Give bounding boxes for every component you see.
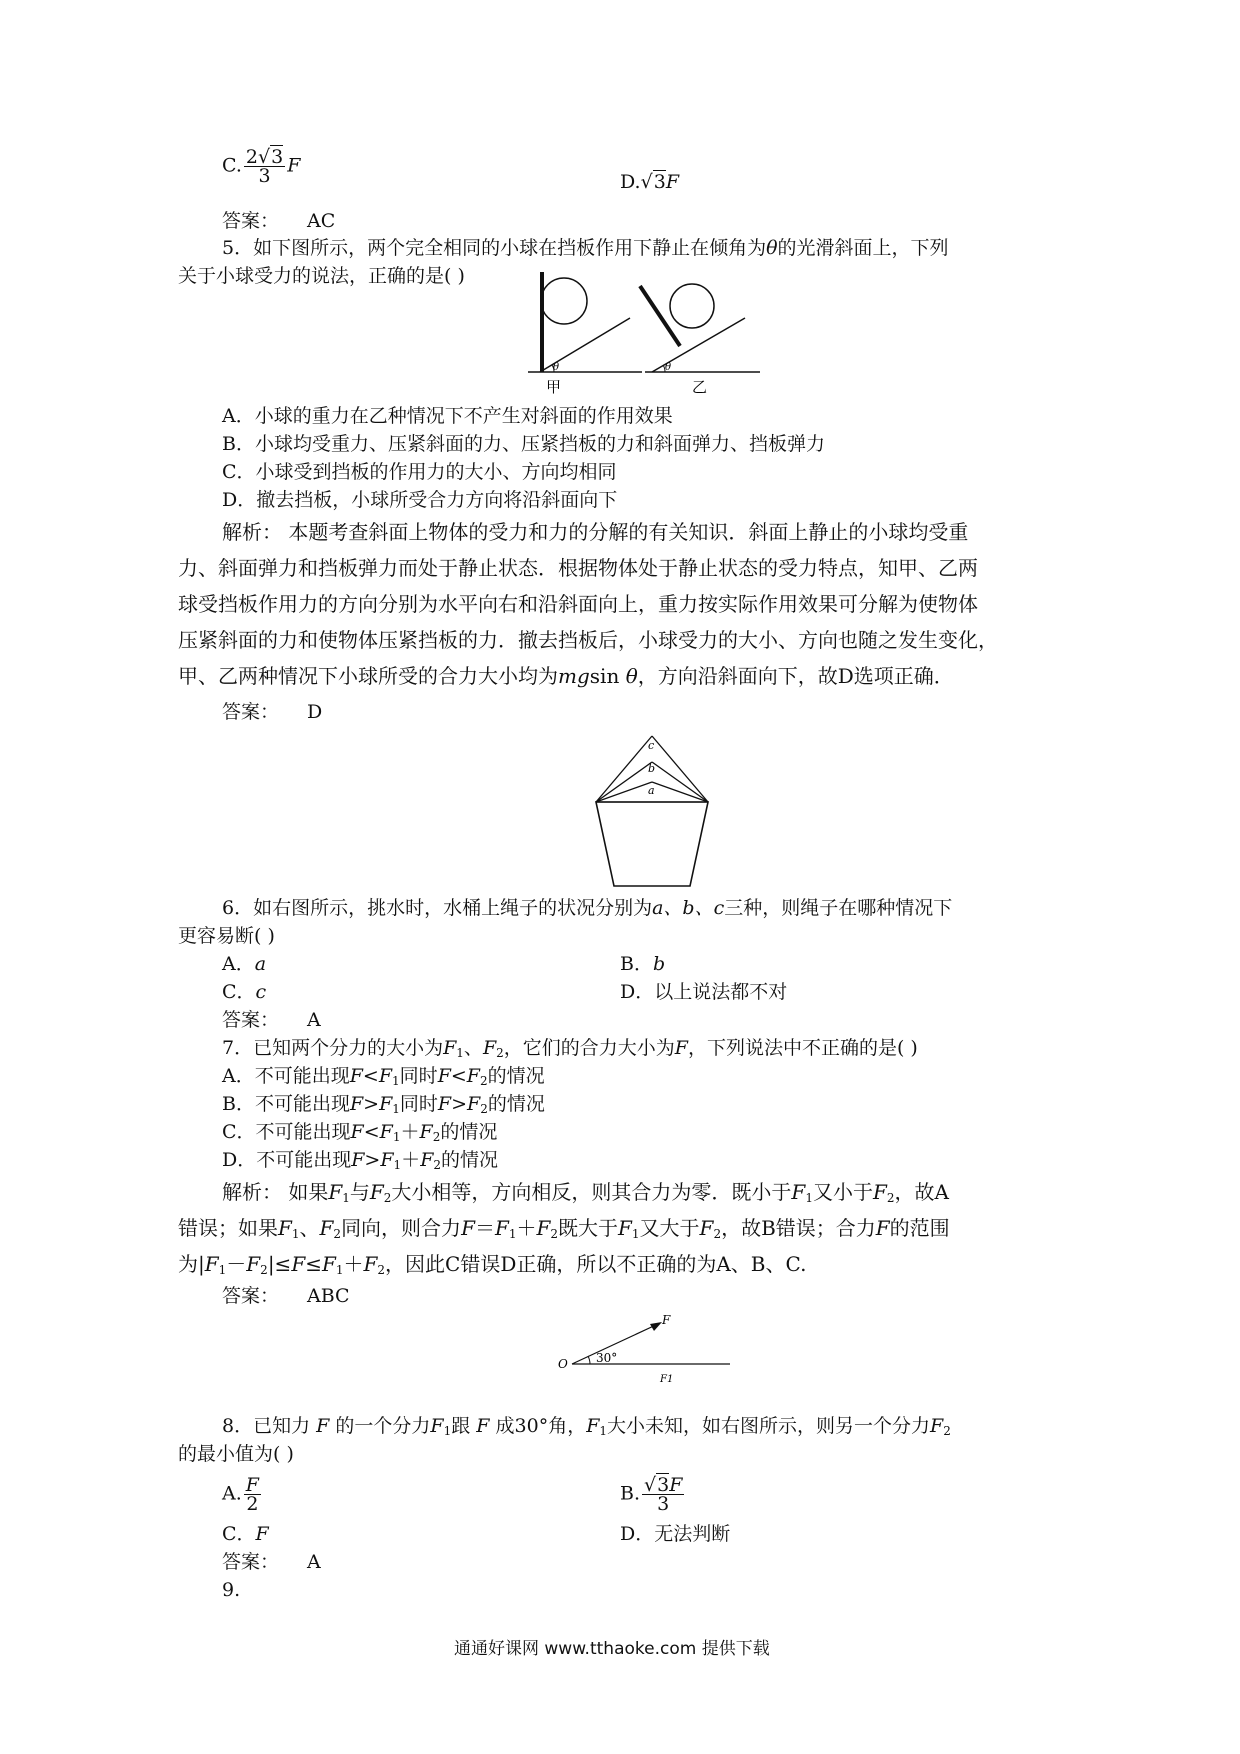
- text: B．不可能出现: [222, 1093, 350, 1115]
- q5-figure: [520, 268, 770, 396]
- q5-answer: [222, 700, 322, 724]
- text: 5．如下图所示，两个完全相同的小球在挡板作用下静止在倾角为: [222, 237, 767, 259]
- text: 7．已知两个分力的大小为: [222, 1037, 444, 1059]
- text: 与: [349, 1180, 370, 1204]
- answer-label: 答案：: [222, 1551, 280, 1573]
- q4-answer: [222, 209, 335, 233]
- answer-label: 答案：: [222, 210, 280, 232]
- text: 的范围: [889, 1216, 950, 1240]
- text: |≤: [267, 1252, 292, 1276]
- q7-option-c: C．不可能出现$F<F_1+F_2$的情况: [222, 1121, 498, 1144]
- fraction: $\frac{√3F}{3}$: [644, 1474, 683, 1515]
- label-F: F: [662, 1314, 671, 1327]
- option-value: a: [254, 953, 267, 975]
- denominator: 3: [258, 165, 271, 187]
- q4-option-c: [222, 148, 300, 185]
- option-prefix: A．: [222, 953, 255, 975]
- text: ，下列说法中不正确的是( ): [687, 1037, 918, 1059]
- q7-analysis-line-3: 为$|F_1-F_2|\le F\le F_1+F_2$，因此C错误D正确，所以不正确的为A、B、C.: [178, 1252, 807, 1277]
- variable: F: [665, 171, 679, 193]
- q4-option-d: D.√3F: [620, 171, 679, 193]
- label-yi: 乙: [692, 378, 708, 396]
- q5-option-c: C．小球受到挡板的作用力的大小、方向均相同: [222, 461, 617, 483]
- text: A．不可能出现: [222, 1065, 350, 1087]
- text: 的情况: [441, 1149, 499, 1171]
- theta-label-b: θ: [665, 362, 672, 373]
- option-prefix: C．: [222, 981, 256, 1003]
- label-a: a: [648, 784, 655, 797]
- text: 为|: [178, 1252, 205, 1276]
- q8-stem-line-2: 的最小值为( ): [178, 1443, 294, 1465]
- text: 同时: [399, 1093, 438, 1115]
- answer-value: AC: [307, 210, 336, 232]
- q7-analysis-line-1: 解析： 如果$F_1$与$F_2$大小相等，方向相反，则其合力为零．既小于$F_1$又小于$F_2$，故A: [222, 1180, 949, 1205]
- q5-option-d: D．撤去挡板，小球所受合力方向将沿斜面向下: [222, 489, 618, 511]
- q5-analysis-line-4: 压紧斜面的力和使物体压紧挡板的力．撤去挡板后，小球受力的大小、方向也随之发生变化，: [178, 628, 998, 652]
- text: ，因此C错误D正确，所以不正确的为A、B、C.: [385, 1252, 807, 1276]
- text: 错误；如果: [178, 1216, 278, 1240]
- text: ，故B错误；合力: [721, 1216, 876, 1240]
- theta-label-a: θ: [553, 362, 560, 373]
- option-prefix: B．: [620, 953, 653, 975]
- text: ，它们的合力大小为: [503, 1037, 675, 1059]
- q7-answer: [222, 1284, 350, 1308]
- text: 的情况: [440, 1121, 498, 1143]
- text: 甲、乙两种情况下小球所受的合力大小均为: [178, 664, 558, 688]
- text: 的光滑斜面上，下列: [777, 237, 949, 259]
- denominator: 2: [246, 1493, 259, 1515]
- text: 既大于: [558, 1216, 619, 1240]
- q5-option-b: B．小球均受重力、压紧斜面的力、压紧挡板的力和斜面弹力、挡板弹力: [222, 433, 825, 455]
- page-footer: 通通好课网 www.tthaoke.com 提供下载: [454, 1639, 770, 1659]
- q7-option-a: A．不可能出现$F<F_1$同时$F<F_2$的情况: [222, 1065, 545, 1088]
- text: 同时: [399, 1065, 438, 1087]
- text: 同向，则合力: [341, 1216, 462, 1240]
- label-F1: F1: [660, 1374, 674, 1385]
- text: 又大于: [639, 1216, 700, 1240]
- radicand: 3: [657, 1474, 670, 1496]
- theta: θ: [766, 237, 778, 259]
- text: 又小于: [812, 1180, 873, 1204]
- q7-option-b: B．不可能出现$F>F_1$同时$F>F_2$的情况: [222, 1093, 545, 1116]
- theta: θ: [625, 664, 638, 688]
- fraction: $\frac{2√3}{3}$: [245, 146, 284, 187]
- option-prefix: D.: [620, 171, 641, 193]
- answer-label: 答案：: [222, 1009, 280, 1031]
- answer-value: ABC: [307, 1285, 350, 1307]
- text: 的情况: [487, 1065, 545, 1087]
- q6-answer: [222, 1008, 321, 1032]
- text: C．不可能出现: [222, 1121, 351, 1143]
- q5-stem-line-2: 关于小球受力的说法，正确的是( ): [178, 265, 465, 287]
- q6-option-c: [222, 980, 266, 1004]
- answer-value: A: [307, 1009, 321, 1031]
- option-prefix: A.: [222, 1482, 242, 1505]
- label-O: O: [558, 1357, 568, 1371]
- q7-analysis-line-2: 错误；如果$F_1$、$F_2$同向，则合力$F=F_1+F_2$既大于$F_1$又大于$F_2$，故B错误；合力F的范围: [178, 1216, 950, 1241]
- q6-bucket-figure: [588, 732, 714, 892]
- numerator: F: [245, 1474, 259, 1496]
- q8-option-a: [222, 1476, 263, 1513]
- text: 大小未知，如右图所示，则另一个分力: [607, 1415, 931, 1437]
- radicand: 3: [271, 146, 284, 168]
- text: ，方向沿斜面向下，故D选项正确．: [637, 664, 954, 688]
- fraction: [244, 1476, 261, 1513]
- q5-analysis-line-2: 力、斜面弹力和挡板弹力而处于静止状态．根据物体处于静止状态的受力特点，知甲、乙两: [178, 556, 978, 580]
- q9-number: 9.: [222, 1579, 241, 1601]
- answer-label: 答案：: [222, 701, 280, 723]
- q5-stem-line-1: [222, 236, 949, 260]
- q8-answer: [222, 1550, 321, 1574]
- angle-label: 30°: [596, 1351, 618, 1365]
- option-value: F: [255, 1523, 269, 1545]
- q6-option-d: D．以上说法都不对: [620, 981, 788, 1003]
- answer-value: D: [307, 701, 323, 723]
- text: 6．如右图所示，挑水时，水桶上绳子的状况分别为: [222, 897, 653, 919]
- text: 解析： 如果: [222, 1180, 329, 1204]
- mg: mg: [558, 664, 590, 688]
- q8-option-c: [222, 1522, 269, 1546]
- q6-stem-line-1: [222, 896, 952, 920]
- text: 成30°角，: [495, 1415, 587, 1437]
- text: 8．已知力: [222, 1415, 311, 1437]
- label-c: c: [648, 739, 655, 752]
- sin: sin: [589, 664, 620, 688]
- q6-stem-line-2: 更容易断( ): [178, 925, 275, 947]
- q6-option-a: [222, 952, 266, 976]
- text: 三种，则绳子在哪种情况下: [724, 897, 953, 919]
- q8-stem-line-1: 8．已知力 F 的一个分力$F_1$跟 F 成30°角，$F_1$大小未知，如右图所示，则另一个分力$F_2$: [222, 1415, 951, 1438]
- q6-option-b: [620, 952, 665, 976]
- option-prefix: C.: [222, 154, 242, 177]
- option-value: c: [255, 981, 267, 1003]
- option-prefix: C．: [222, 1523, 256, 1545]
- label-jia: 甲: [546, 378, 562, 396]
- text: D．不可能出现: [222, 1149, 352, 1171]
- q8-option-b: [620, 1476, 686, 1513]
- q5-analysis-line-1: 解析： 本题考查斜面上物体的受力和力的分解的有关知识．斜面上静止的小球均受重: [222, 520, 969, 544]
- variable: F: [287, 154, 301, 177]
- denominator: 3: [657, 1493, 670, 1515]
- label-b: b: [648, 762, 656, 775]
- text: 的情况: [487, 1093, 545, 1115]
- answer-value: A: [307, 1551, 321, 1573]
- q8-force-figure: [550, 1314, 740, 1386]
- q7-option-d: D．不可能出现$F>F_1+F_2$的情况: [222, 1149, 499, 1172]
- option-prefix: B.: [620, 1482, 641, 1505]
- q5-option-a: A．小球的重力在乙种情况下不产生对斜面的作用效果: [222, 405, 673, 427]
- text: 大小相等，方向相反，则其合力为零．既小于: [391, 1180, 792, 1204]
- q5-analysis-line-5: [178, 664, 954, 688]
- variables: a、b、c: [652, 897, 725, 919]
- q8-option-d: D．无法判断: [620, 1523, 731, 1545]
- text: 跟: [451, 1415, 471, 1437]
- option-value: b: [652, 953, 666, 975]
- text: ≤: [305, 1252, 322, 1276]
- coef: 2: [245, 146, 258, 168]
- q5-analysis-line-3: 球受挡板作用力的方向分别为水平向右和沿斜面向上，重力按实际作用效果可分解为使物体: [178, 592, 978, 616]
- answer-label: 答案：: [222, 1285, 280, 1307]
- q7-stem: 7．已知两个分力的大小为$F_1$、$F_2$，它们的合力大小为F，下列说法中不正确的是( ): [222, 1037, 918, 1060]
- text: ，故A: [894, 1180, 949, 1204]
- variable: F: [669, 1474, 683, 1496]
- text: 的一个分力: [335, 1415, 431, 1437]
- radicand: 3: [653, 171, 666, 193]
